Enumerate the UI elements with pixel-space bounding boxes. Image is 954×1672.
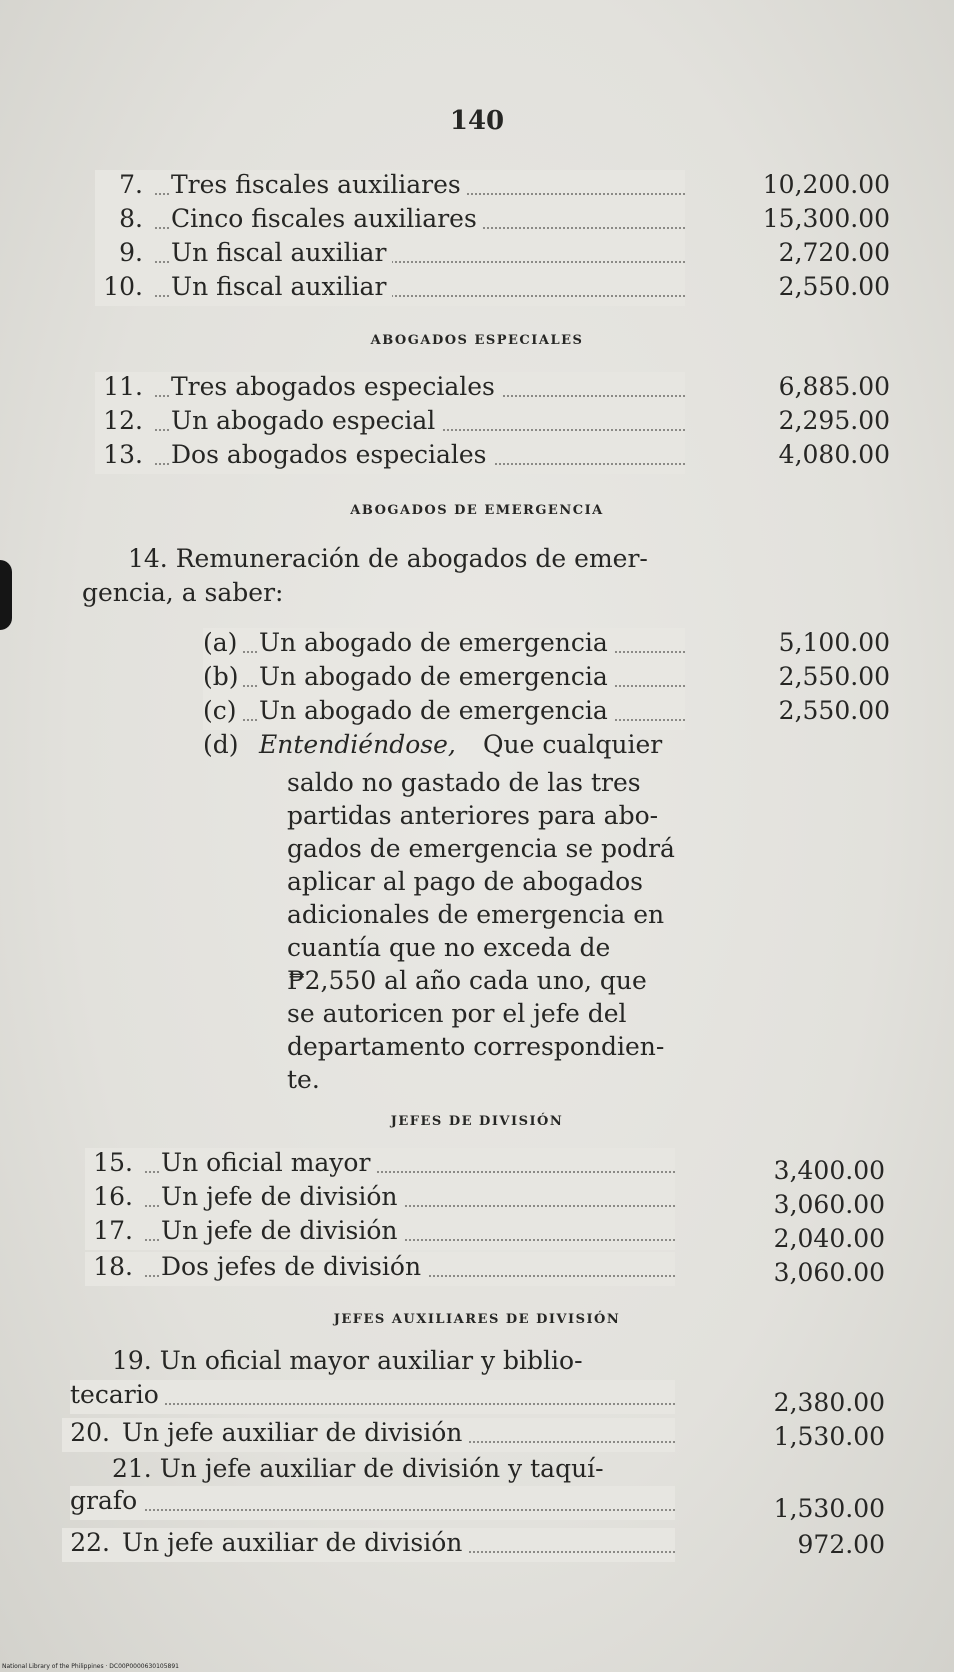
item-amount: 1,530.00	[773, 1422, 885, 1451]
item-amount: 2,550.00	[778, 272, 890, 301]
item-number: 17.	[93, 1216, 133, 1245]
item-label: grafo	[70, 1486, 143, 1515]
item-label: Un jefe de división	[161, 1216, 404, 1245]
list-item	[95, 406, 685, 440]
item-label: Un oficial mayor	[161, 1148, 376, 1177]
item-amount: 2,550.00	[778, 662, 890, 691]
item-label: Un jefe de división	[161, 1182, 404, 1211]
proviso-line: se autoricen por el jefe del	[287, 999, 627, 1028]
proviso-italic-lead: Entendiéndose,	[259, 730, 456, 759]
item-21-line1: 21. Un jefe auxiliar de división y taquí-	[112, 1454, 604, 1483]
item-amount: 10,200.00	[762, 170, 890, 199]
item-amount: 3,400.00	[773, 1156, 885, 1185]
list-item	[85, 1252, 675, 1286]
item-label: Tres fiscales auxiliares	[171, 170, 467, 199]
item-number: 16.	[93, 1182, 133, 1211]
list-item	[95, 204, 685, 238]
section-heading: ABOGADOS DE EMERGENCIA	[350, 503, 604, 518]
proviso-line: aplicar al pago de abogados	[287, 867, 643, 896]
item-label: tecario	[70, 1380, 165, 1409]
item-amount: 2,040.00	[773, 1224, 885, 1253]
library-watermark: National Library of the Philippines · DC00P0000630105891	[2, 1663, 179, 1670]
list-item	[85, 1182, 675, 1216]
proviso-line: te.	[287, 1065, 320, 1094]
item-amount: 6,885.00	[778, 372, 890, 401]
list-item	[62, 1528, 675, 1562]
proviso-line: cuantía que no exceda de	[287, 933, 611, 962]
item-amount: 2,380.00	[773, 1388, 885, 1417]
item-number: 22.	[70, 1528, 110, 1557]
item-19-line1: 19. Un oficial mayor auxiliar y biblio-	[112, 1346, 583, 1375]
list-item	[95, 440, 685, 474]
section-heading: ABOGADOS ESPECIALES	[370, 333, 584, 348]
item-label: Un abogado especial	[171, 406, 441, 435]
item-19-line2	[70, 1380, 675, 1414]
list-item	[203, 628, 685, 662]
list-item	[62, 1418, 675, 1452]
subitem-tag: (d)	[203, 730, 239, 759]
page-number: 140	[449, 106, 505, 136]
section-heading: JEFES DE DIVISIÓN	[390, 1114, 564, 1129]
subitem-tag: (a)	[203, 628, 238, 657]
item-label: Tres abogados especiales	[171, 372, 501, 401]
proviso-line: departamento correspondien-	[287, 1032, 665, 1061]
binding-shadow	[0, 560, 12, 630]
item-amount: 2,550.00	[778, 696, 890, 725]
proviso-first-line-rest: Que cualquier	[483, 730, 663, 759]
item-label: Dos abogados especiales	[171, 440, 493, 469]
item-label: Cinco fiscales auxiliares	[171, 204, 483, 233]
item-number: 12.	[103, 406, 143, 435]
item-number: 7.	[119, 170, 143, 199]
leader-dots	[70, 1509, 675, 1511]
list-item	[85, 1148, 675, 1182]
item-label: Dos jefes de división	[161, 1252, 427, 1281]
item-number: 9.	[119, 238, 143, 267]
item-amount: 972.00	[797, 1530, 885, 1559]
proviso-text	[287, 766, 677, 1096]
list-item	[85, 1216, 675, 1250]
item-number: 20.	[70, 1418, 110, 1447]
item-amount: 1,530.00	[773, 1494, 885, 1523]
list-item	[203, 696, 685, 730]
proviso-line: partidas anteriores para abo-	[287, 801, 659, 830]
list-item	[95, 372, 685, 406]
item-amount: 2,295.00	[778, 406, 890, 435]
item-label: Un abogado de emergencia	[259, 696, 614, 725]
list-item	[95, 170, 685, 204]
item-label: Un abogado de emergencia	[259, 662, 614, 691]
item-amount: 15,300.00	[762, 204, 890, 233]
proviso-line: ₱2,550 al año cada uno, que	[287, 966, 647, 995]
item-label: Un jefe auxiliar de división	[122, 1528, 468, 1557]
section-heading: JEFES AUXILIARES DE DIVISIÓN	[333, 1312, 621, 1327]
list-item	[95, 238, 685, 272]
item-label: Un jefe auxiliar de división	[122, 1418, 468, 1447]
item-21-line2	[70, 1486, 675, 1520]
list-item	[95, 272, 685, 306]
item-14-line2: gencia, a saber:	[82, 578, 284, 607]
item-label: Un fiscal auxiliar	[171, 238, 392, 267]
proviso-line: gados de emergencia se podrá	[287, 834, 675, 863]
item-amount: 3,060.00	[773, 1258, 885, 1287]
subitem-tag: (c)	[203, 696, 237, 725]
item-number: 15.	[93, 1148, 133, 1177]
subitem-tag: (b)	[203, 662, 239, 691]
item-amount: 4,080.00	[778, 440, 890, 469]
item-number: 18.	[93, 1252, 133, 1281]
list-item	[203, 662, 685, 696]
item-label: Un fiscal auxiliar	[171, 272, 392, 301]
item-number: 8.	[119, 204, 143, 233]
item-amount: 2,720.00	[778, 238, 890, 267]
proviso-first-line	[203, 730, 685, 764]
item-amount: 3,060.00	[773, 1190, 885, 1219]
item-14-line1: 14. Remuneración de abogados de emer-	[128, 544, 648, 573]
item-amount: 5,100.00	[778, 628, 890, 657]
item-number: 13.	[103, 440, 143, 469]
item-number: 10.	[103, 272, 143, 301]
item-number: 11.	[103, 372, 143, 401]
proviso-line: adicionales de emergencia en	[287, 900, 665, 929]
proviso-line: saldo no gastado de las tres	[287, 768, 641, 797]
item-label: Un abogado de emergencia	[259, 628, 614, 657]
